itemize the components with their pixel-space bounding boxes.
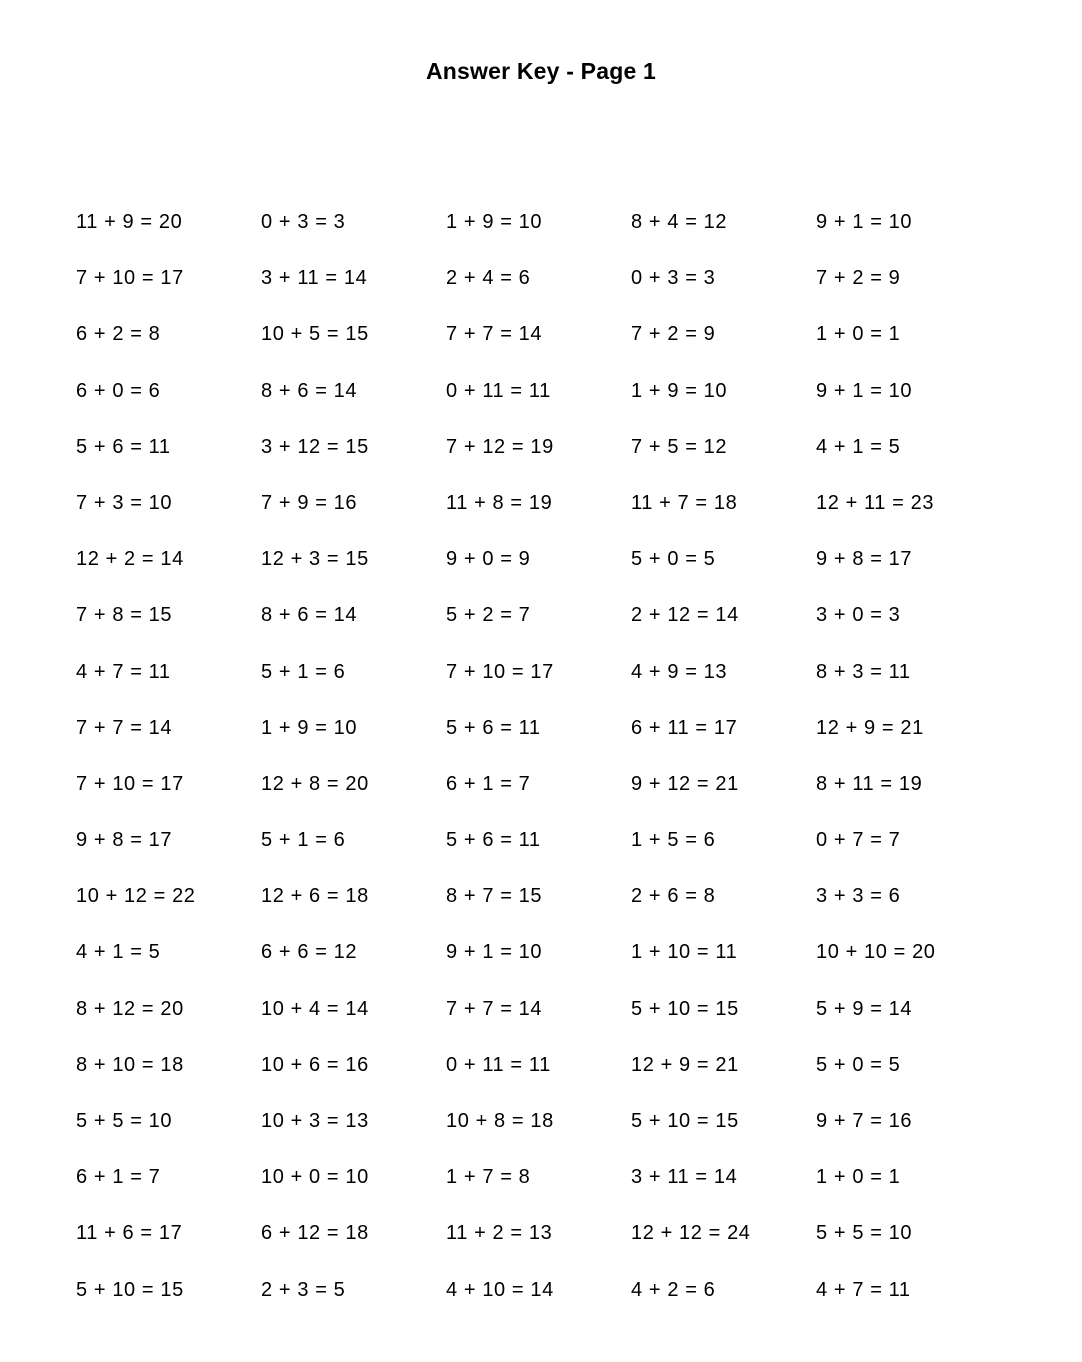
math-problem: 8 + 6 = 14 bbox=[261, 604, 358, 627]
math-problem: 5 + 6 = 11 bbox=[76, 435, 171, 458]
math-problem: 10 + 10 = 20 bbox=[816, 941, 936, 964]
math-problem: 7 + 8 = 15 bbox=[76, 604, 173, 627]
math-problem: 7 + 12 = 19 bbox=[446, 435, 554, 458]
math-problem: 12 + 9 = 21 bbox=[816, 716, 924, 739]
math-problem: 9 + 1 = 10 bbox=[816, 211, 913, 233]
math-problem: 3 + 0 = 3 bbox=[816, 604, 901, 627]
math-problem: 0 + 3 = 3 bbox=[631, 267, 716, 290]
math-problem: 5 + 1 = 6 bbox=[261, 829, 346, 852]
math-problem: 2 + 12 = 14 bbox=[631, 604, 739, 627]
math-problem: 5 + 0 = 5 bbox=[816, 1053, 901, 1076]
math-problem: 1 + 9 = 10 bbox=[631, 379, 728, 402]
math-problem: 12 + 12 = 24 bbox=[631, 1222, 751, 1245]
math-problem: 6 + 1 = 7 bbox=[76, 1166, 161, 1189]
math-problem: 5 + 5 = 10 bbox=[816, 1222, 913, 1245]
math-problem: 9 + 1 = 10 bbox=[816, 379, 913, 402]
math-problem: 10 + 4 = 14 bbox=[261, 997, 369, 1020]
math-problem: 5 + 10 = 15 bbox=[76, 1278, 184, 1301]
math-problem: 4 + 7 = 11 bbox=[816, 1278, 911, 1301]
math-problem: 8 + 10 = 18 bbox=[76, 1053, 184, 1076]
math-problem: 3 + 12 = 15 bbox=[261, 435, 369, 458]
math-problem: 4 + 7 = 11 bbox=[76, 660, 171, 683]
math-problem: 12 + 3 = 15 bbox=[261, 548, 369, 571]
math-problem: 12 + 6 = 18 bbox=[261, 885, 369, 908]
math-problem: 5 + 10 = 15 bbox=[631, 997, 739, 1020]
math-problem: 8 + 11 = 19 bbox=[816, 772, 923, 795]
math-problem: 6 + 11 = 17 bbox=[631, 716, 738, 739]
math-problem: 3 + 3 = 6 bbox=[816, 885, 901, 908]
math-problem: 11 + 8 = 19 bbox=[446, 491, 553, 514]
math-problem: 4 + 1 = 5 bbox=[76, 941, 161, 964]
math-problem: 8 + 7 = 15 bbox=[446, 885, 543, 908]
math-problem: 11 + 2 = 13 bbox=[446, 1222, 553, 1245]
math-problem: 1 + 10 = 11 bbox=[631, 941, 738, 964]
math-problem: 7 + 10 = 17 bbox=[446, 660, 554, 683]
math-problem: 0 + 11 = 11 bbox=[446, 1053, 551, 1076]
math-problem: 7 + 10 = 17 bbox=[76, 267, 184, 290]
math-problem: 1 + 5 = 6 bbox=[631, 829, 716, 852]
math-problem: 5 + 10 = 15 bbox=[631, 1110, 739, 1132]
math-problem: 4 + 2 = 6 bbox=[631, 1278, 716, 1301]
math-problem: 12 + 9 = 21 bbox=[631, 1053, 739, 1076]
math-problem: 8 + 12 = 20 bbox=[76, 997, 184, 1020]
math-problem: 11 + 6 = 17 bbox=[76, 1222, 183, 1245]
math-problem: 9 + 12 = 21 bbox=[631, 772, 739, 795]
math-problem: 8 + 6 = 14 bbox=[261, 379, 358, 402]
math-problem: 6 + 1 = 7 bbox=[446, 772, 531, 795]
math-problem: 1 + 9 = 10 bbox=[446, 211, 543, 233]
math-problem: 1 + 0 = 1 bbox=[816, 1166, 901, 1189]
math-problem: 12 + 2 = 14 bbox=[76, 548, 184, 571]
math-problem: 5 + 1 = 6 bbox=[261, 660, 346, 683]
math-problem: 6 + 2 = 8 bbox=[76, 323, 161, 346]
math-problem: 12 + 8 = 20 bbox=[261, 772, 369, 795]
math-problem: 10 + 6 = 16 bbox=[261, 1053, 369, 1076]
math-problem: 9 + 7 = 16 bbox=[816, 1110, 913, 1132]
math-problem: 6 + 6 = 12 bbox=[261, 941, 358, 964]
math-problem: 8 + 3 = 11 bbox=[816, 660, 911, 683]
math-problem: 9 + 0 = 9 bbox=[446, 548, 531, 571]
math-problem: 7 + 3 = 10 bbox=[76, 491, 173, 514]
math-problem: 7 + 7 = 14 bbox=[446, 323, 543, 346]
math-problem: 5 + 6 = 11 bbox=[446, 716, 541, 739]
math-problem: 5 + 0 = 5 bbox=[631, 548, 716, 571]
math-problem: 7 + 5 = 12 bbox=[631, 435, 728, 458]
math-problem: 10 + 0 = 10 bbox=[261, 1166, 369, 1189]
page-title: Answer Key - Page 1 bbox=[425, 58, 657, 84]
math-problem: 4 + 10 = 14 bbox=[446, 1278, 554, 1301]
math-problem: 0 + 3 = 3 bbox=[261, 211, 346, 233]
math-problem: 1 + 9 = 10 bbox=[261, 716, 358, 739]
math-problem: 7 + 2 = 9 bbox=[816, 267, 901, 290]
math-problem: 2 + 6 = 8 bbox=[631, 885, 716, 908]
math-problem: 10 + 5 = 15 bbox=[261, 323, 369, 346]
math-problem: 11 + 9 = 20 bbox=[76, 211, 183, 233]
math-problem: 8 + 4 = 12 bbox=[631, 211, 728, 233]
math-problem: 9 + 8 = 17 bbox=[76, 829, 173, 852]
math-problem: 5 + 2 = 7 bbox=[446, 604, 531, 627]
math-problem: 0 + 11 = 11 bbox=[446, 379, 551, 402]
math-problem: 4 + 1 = 5 bbox=[816, 435, 901, 458]
math-problem: 9 + 1 = 10 bbox=[446, 941, 543, 964]
math-problem: 3 + 11 = 14 bbox=[261, 267, 368, 290]
math-problem: 7 + 10 = 17 bbox=[76, 772, 184, 795]
math-problem: 1 + 0 = 1 bbox=[816, 323, 901, 346]
math-problem: 1 + 7 = 8 bbox=[446, 1166, 531, 1189]
math-problem: 5 + 5 = 10 bbox=[76, 1110, 173, 1132]
math-problem: 10 + 12 = 22 bbox=[76, 885, 196, 908]
math-problem: 10 + 8 = 18 bbox=[446, 1110, 554, 1132]
math-problem: 7 + 2 = 9 bbox=[631, 323, 716, 346]
math-problem: 11 + 7 = 18 bbox=[631, 491, 738, 514]
math-problem: 6 + 12 = 18 bbox=[261, 1222, 369, 1245]
math-problem: 4 + 9 = 13 bbox=[631, 660, 728, 683]
math-problem: 0 + 7 = 7 bbox=[816, 829, 901, 852]
math-problem: 7 + 7 = 14 bbox=[446, 997, 543, 1020]
math-problem: 10 + 3 = 13 bbox=[261, 1110, 369, 1132]
math-problem: 9 + 8 = 17 bbox=[816, 548, 913, 571]
math-problem: 5 + 6 = 11 bbox=[446, 829, 541, 852]
math-problem: 2 + 4 = 6 bbox=[446, 267, 531, 290]
math-problem: 5 + 9 = 14 bbox=[816, 997, 913, 1020]
math-problem: 3 + 11 = 14 bbox=[631, 1166, 738, 1189]
math-problem: 6 + 0 = 6 bbox=[76, 379, 161, 402]
math-problem: 12 + 11 = 23 bbox=[816, 491, 935, 514]
math-problem: 7 + 9 = 16 bbox=[261, 491, 358, 514]
math-problem: 2 + 3 = 5 bbox=[261, 1278, 346, 1301]
problem-grid bbox=[76, 204, 1001, 1328]
math-problem: 7 + 7 = 14 bbox=[76, 716, 173, 739]
